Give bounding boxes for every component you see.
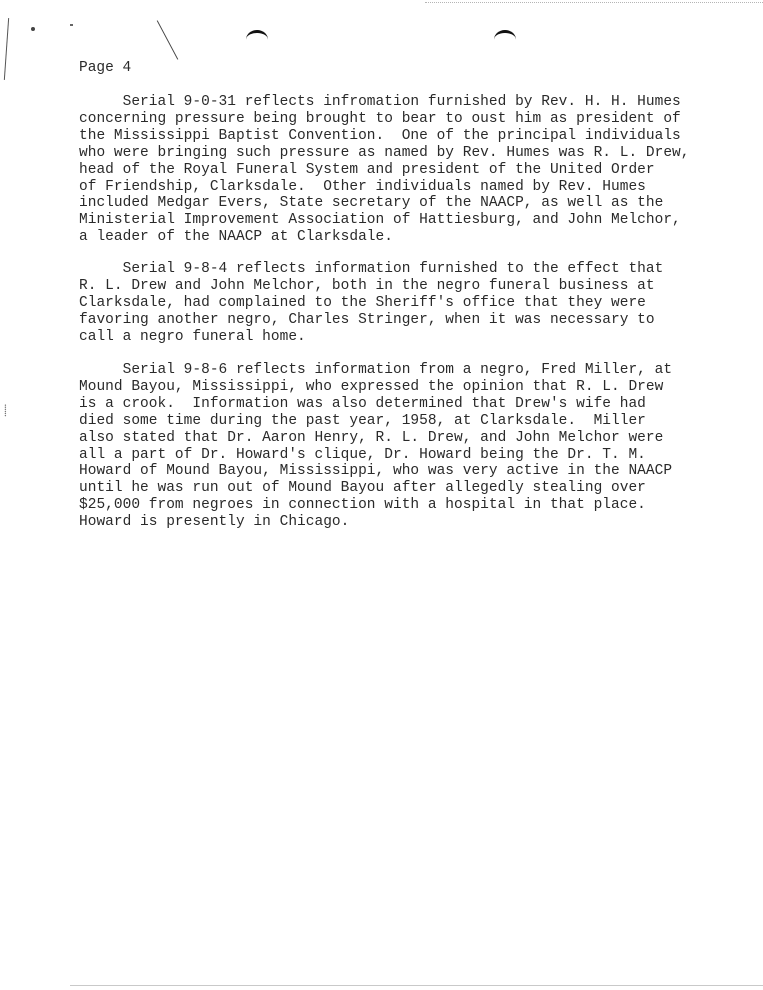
scan-margin-glyph: ⸽: [4, 406, 7, 418]
punch-hole-mark-right: [494, 30, 516, 49]
body-paragraph: Serial 9-8-4 reflects information furnished to the effect that R. L. Drew and John Melchor, both in the negro funeral business at Clarksdale, had complained to the Sheriff's office that they were favoring another negro, Charles Stringer, when it was necessary to call a negro funeral home.: [79, 261, 664, 345]
punch-hole-mark-left: [246, 30, 268, 49]
body-paragraph: Serial 9-8-6 reflects information from a negro, Fred Miller, at Mound Bayou, Mississippi, who expressed the opinion that R. L. Drew is a crook. Information was also determined that Drew's wife had died some time during the past year, 1958, at Clarksdale. Miller also stated that Dr. Aaron Henry, R. L. Drew, and John Melchor were all a part of Dr. Howard's clique, Dr. Howard being the Dr. T. M. Howard of Mound Bayou, Mississippi, who was very active in the NAACP until he was run out of Mound Bayou after allegedly stealing over $25,000 from negroes in connection with a hospital in that place. Howard is presently in Chicago.: [79, 362, 673, 531]
scan-margin-mark: [4, 18, 9, 80]
scan-pen-mark: [157, 20, 179, 59]
scan-bottom-edge: [70, 985, 763, 986]
body-paragraph: Serial 9-0-31 reflects infromation furnished by Rev. H. H. Humes concerning pressure being brought to bear to oust him as president of the Mississippi Baptist Convention. One of the principal individuals who were bringing such pressure as named by Rev. Humes was R. L. Drew, head of the Royal Funeral System and president of the United Order of Friendship, Clarksdale. Other individuals named by Rev. Humes included Medgar Evers, State secretary of the NAACP, as well as the Ministerial Improvement Association of Hattiesburg, and John Melchor, a leader of the NAACP at Clarksdale.: [79, 94, 690, 246]
scan-speck: [70, 24, 73, 26]
scan-edge-dots: [425, 2, 763, 3]
scan-speck: [31, 27, 35, 31]
page-number: Page 4: [79, 60, 132, 76]
